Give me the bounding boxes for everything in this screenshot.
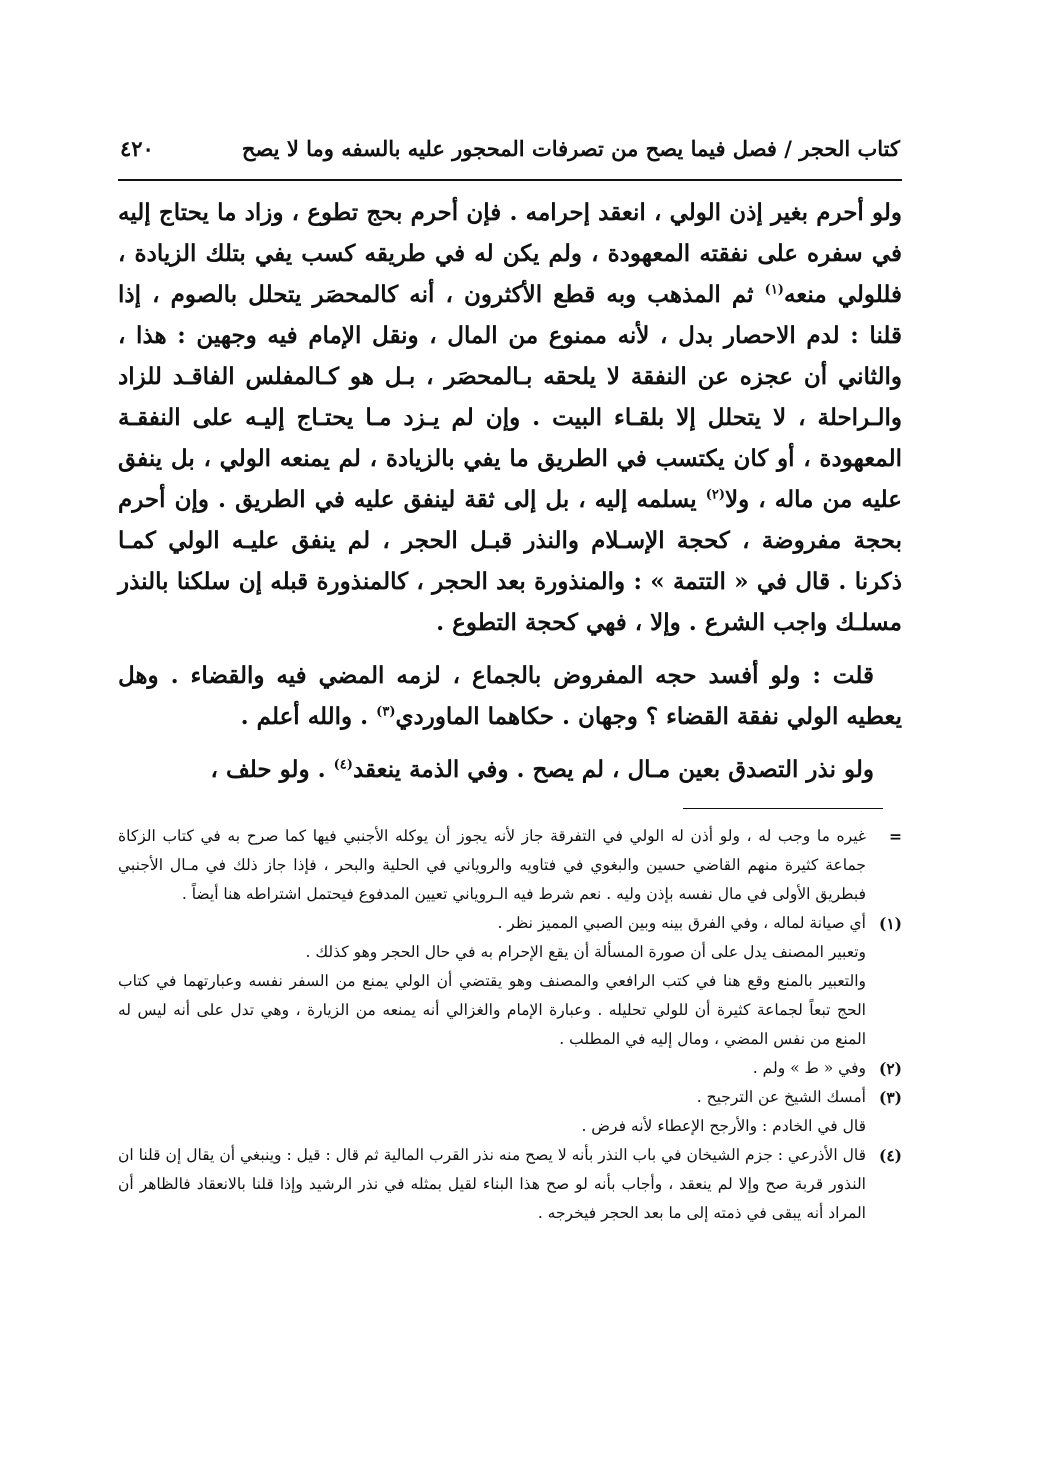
paragraph-2-part-a: قلت : ولو أفسد حجه المفروض بالجماع ، لزمه المضي فيه والقضاء . وهل يعطيه الولي نفقة القضاء ؟ وجهان . حكاهما الماوردي — [118, 662, 902, 730]
footnote-3-line-b: قال في الخادم : والأرجح الإعطاء لأنه فرض . — [581, 1117, 866, 1135]
header-divider — [118, 179, 902, 181]
footnote-divider — [683, 808, 883, 809]
footnote-4-number: (٤) — [878, 1146, 902, 1165]
footnote-2 — [118, 1054, 902, 1083]
paragraph-3-part-b: . ولو حلف ، — [210, 756, 334, 783]
paragraph-1-part-b: ثم المذهب وبه قطع الأكثرون ، أنه كالمحصَر يتحلل بالصوم ، إذا قلنا : لدم الاحصار بدل ، لأنه ممنوع من المال ، ونقل الإمام فيه وجهين : هذا ، والثاني أن عجزه عن النفقة لا يلحقه بـالمحصَر ، بـل هو كـالمفلس الفاقـد للزاد والـراحلة ، لا يتحلل إلا بلقـاء البيت . وإن لم يـزد مـا يحتـاج إليـه على النفقـة المعهودة ، أو كان يكتسب في الطريق ما يفي بالزيادة ، لم يمنعه الولي ، بل ينفق عليه من ماله ، ولا — [118, 281, 902, 513]
footnotes-section — [118, 822, 902, 1228]
chapter-title: كتاب الحجر / فصل فيما يصح من تصرفات المحجور عليه بالسفه وما لا يصح — [241, 136, 900, 161]
paragraph-1 — [118, 192, 902, 643]
main-text — [118, 192, 902, 802]
paragraph-2-part-b: . والله أعلم . — [240, 703, 377, 730]
footnote-ref-4: (٤) — [333, 757, 353, 773]
footnote-1-line-a: أي صيانة لماله ، وفي الفرق بينه وبين الصبي المميز نظر . — [497, 914, 866, 932]
footnote-continued-text: غيره ما وجب له ، ولو أذن له الولي في التفرقة جاز لأنه يجوز أن يوكله الأجنبي فيها كما صرح به في كتاب الزكاة جماعة كثيرة منهم القاضي حسين والبغوي في فتاويه والروياني في الحلية والبحر ، فإذا جاز ذلك في مـال الأجنبي فبطريق الأولى في مال نفسه بإذن وليه . نعم شرط فيه الـروياني تعيين المدفوع فيحتمل اشتراطه هنا أيضاً . — [118, 827, 866, 903]
footnote-1-line-c: والتعبير بالمنع وقع هنا في كتب الرافعي والمصنف وهو يقتضي أن الولي يمنع من السفر نفسه وعبارتهما في كتاب الحج تبعاً لجماعة كثيرة أن للولي تحليله . وعبارة الإمام والغزالي أنه يمنعه من الزيارة ، وهي تدل على أنه ليس له المنع من نفس المضي ، ومال إليه في المطلب . — [118, 972, 866, 1048]
footnote-ref-1: (١) — [764, 282, 784, 298]
footnote-3-line-a: أمسك الشيخ عن الترجيح . — [696, 1088, 866, 1106]
running-header — [120, 132, 900, 172]
footnote-4 — [118, 1141, 902, 1228]
footnote-2-number: (٢) — [878, 1059, 902, 1078]
footnote-1-line-b: وتعبير المصنف يدل على أن صورة المسألة أن يقع الإحرام به في حال الحجر وهو كذلك . — [305, 943, 866, 961]
footnote-4-text: قال الأذرعي : جزم الشيخان في باب النذر بأنه لا يصح منه نذر القرب المالية ثم قال : قيل : وينبغي أن يقال إن قلنا ان النذور قربة صح وإلا لم ينعقد ، وأجاب بأنه لو صح هذا البناء لقيل بمثله في نذر الرشيد وإذا قلنا بالانعقاد فالظاهر أن المراد أنه يبقى في ذمته إلى ما بعد الحجر فيخرجه . — [118, 1146, 866, 1222]
footnote-1 — [118, 909, 902, 1054]
paragraph-3-part-a: ولو نذر التصدق بعين مـال ، لم يصح . وفي الذمة ينعقد — [352, 756, 874, 783]
continuation-marker: = — [889, 827, 902, 846]
paragraph-2 — [118, 655, 902, 737]
footnote-continued — [118, 822, 902, 909]
footnote-ref-2: (٢) — [705, 487, 726, 503]
footnote-3-number: (٣) — [878, 1088, 902, 1107]
footnote-2-text: وفي « ط » ولم . — [752, 1059, 866, 1077]
paragraph-3 — [118, 749, 902, 790]
paragraph-1-part-c: يسلمه إليه ، بل إلى ثقة لينفق عليه في الطريق . وإن أحرم بحجة مفروضة ، كحجة الإسـلام والنذر قبـل الحجر ، لم ينفق عليـه الولي كمـا ذكرنا . قال في « التتمة » : والمنذورة بعد الحجر ، كالمنذورة قبله إن سلكنا بالنذر مسلـك واجب الشرع . وإلا ، فهي كحجة التطوع . — [118, 486, 902, 636]
footnote-3 — [118, 1083, 902, 1141]
page-number: ٤٢٠ — [120, 136, 154, 161]
paragraph-1-part-a: ولو أحرم بغير إذن الولي ، انعقد إحرامه . فإن أحرم بحج تطوع ، وزاد ما يحتاج إليه في سفره على نفقته المعهودة ، ولم يكن له في طريقه كسب يفي بتلك الزيادة ، فللولي منعه — [118, 199, 903, 308]
footnote-1-number: (١) — [878, 914, 902, 933]
footnote-ref-3: (٣) — [376, 704, 396, 720]
